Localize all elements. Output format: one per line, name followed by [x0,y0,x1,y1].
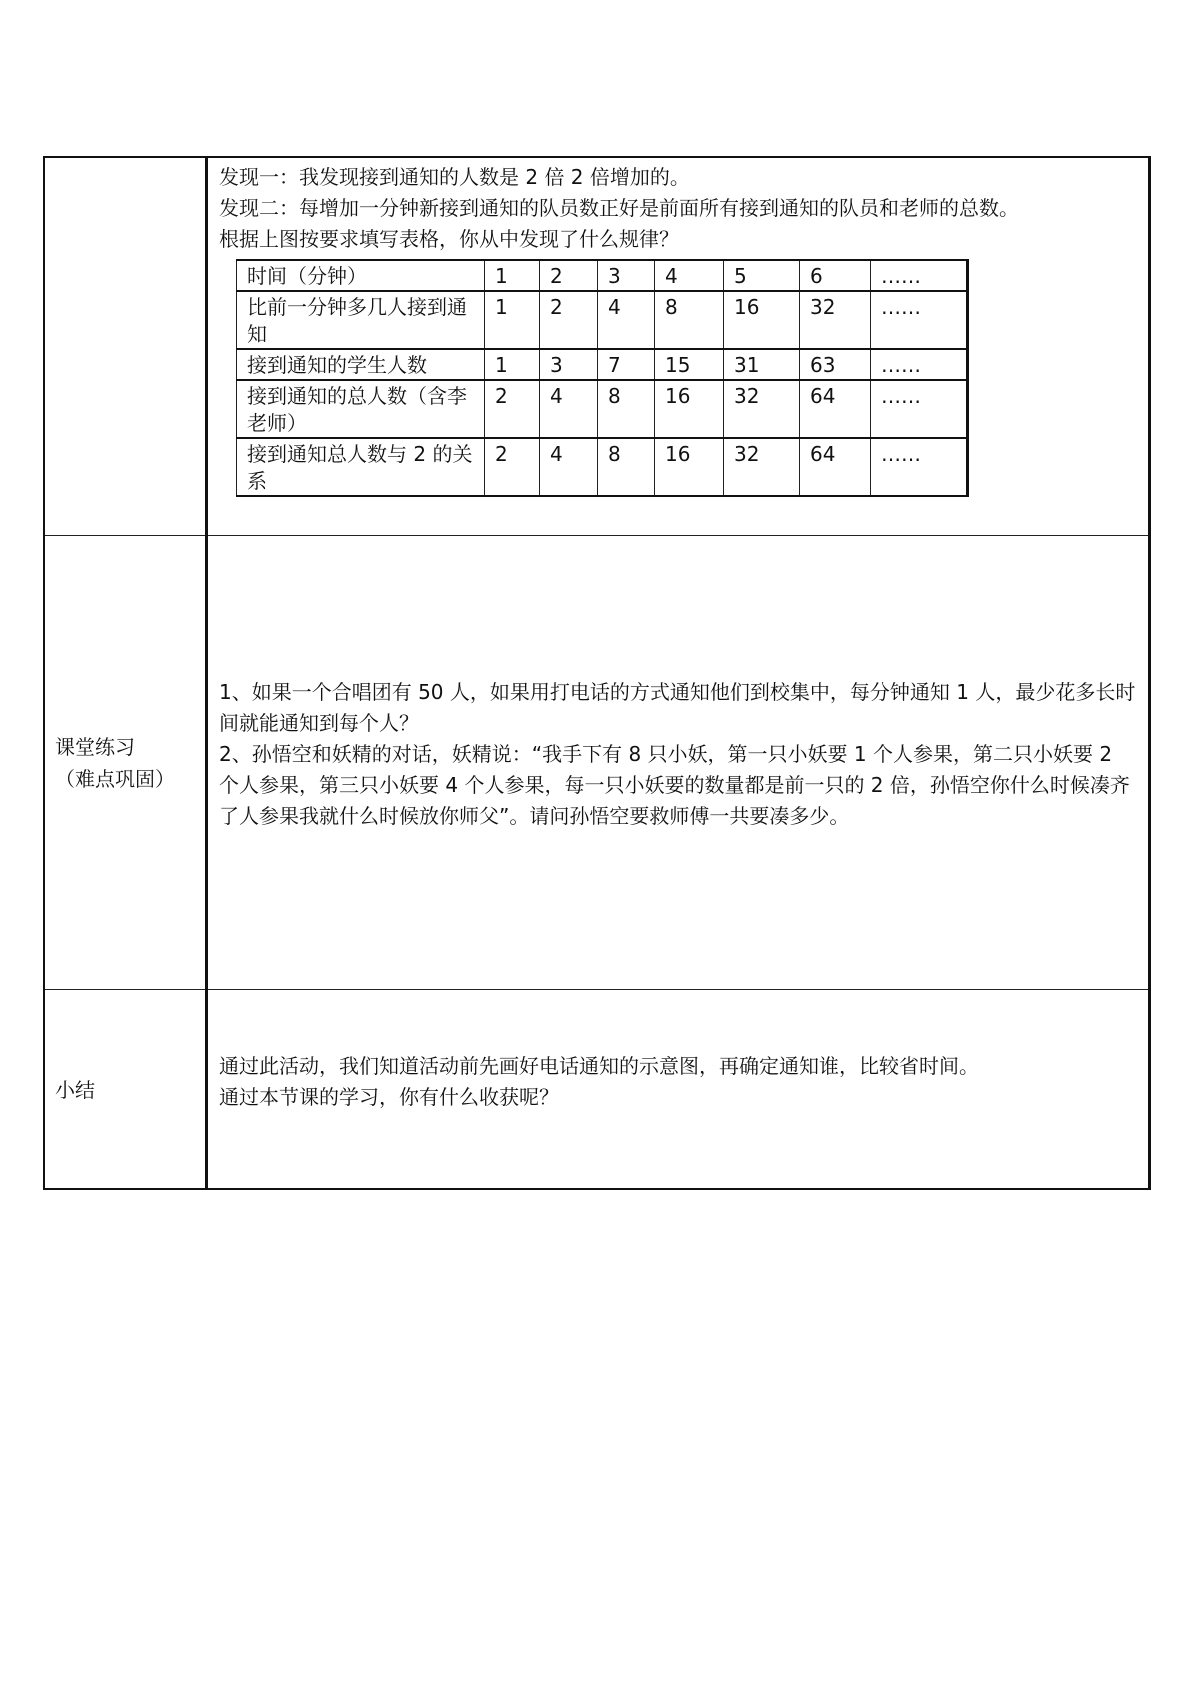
summary-label-cell [44,990,207,1189]
table-cell: 1 [485,260,540,291]
practice-row [44,536,1150,990]
discovery-two: 发现二：每增加一分钟新接到通知的队员数正好是前面所有接到通知的队员和老师的总数。 [219,196,1019,220]
table-cell: 2 [485,380,540,438]
table-cell: 8 [598,438,655,496]
row-header: 接到通知总人数与 2 的关系 [237,438,485,496]
table-cell: 2 [540,260,598,291]
table-cell: 32 [724,438,800,496]
table-cell: …… [871,260,968,291]
table-cell: 31 [724,349,800,380]
table-cell: 32 [800,291,871,349]
table-cell: 2 [540,291,598,349]
table-cell: 7 [598,349,655,380]
table-cell: …… [871,349,968,380]
table-row [237,438,968,496]
table-cell: 3 [598,260,655,291]
practice-sublabel: （难点巩固） [55,766,175,791]
table-cell: 5 [724,260,800,291]
table-cell: 4 [540,438,598,496]
table-cell: 4 [655,260,724,291]
table-cell: 16 [655,380,724,438]
table-cell: 8 [598,380,655,438]
table-cell: …… [871,291,968,349]
table-cell: 32 [724,380,800,438]
practice-label-cell [44,536,207,990]
summary-label: 小结 [55,1078,95,1103]
table-row [237,380,968,438]
discovery-row [44,157,1150,536]
table-cell: 64 [800,380,871,438]
practice-question-1: 1、如果一个合唱团有 50 人，如果用打电话的方式通知他们到校集中，每分钟通知 1 人，最少花多长时间就能通知到每个人？ [219,680,1136,735]
row-header: 比前一分钟多几人接到通知 [237,291,485,349]
table-cell: 3 [540,349,598,380]
summary-line-1: 通过此活动，我们知道活动前先画好电话通知的示意图，再确定通知谁，比较省时间。 [219,1053,979,1078]
table-cell: 2 [485,438,540,496]
notification-table [236,259,969,497]
practice-content-cell [207,536,1150,990]
summary-row [44,990,1150,1189]
lesson-plan-table [43,156,1151,1190]
table-cell: …… [871,438,968,496]
table-cell: 6 [800,260,871,291]
practice-question-2: 2、孙悟空和妖精的对话，妖精说：“我手下有 8 只小妖，第一只小妖要 1 个人参果，第二只小妖要 2 个人参果，第三只小妖要 4 个人参果，每一只小妖要的数量都是前一只的 2 倍，孙悟空你什么时候凑齐了人参果我就什么时候放你师父”。请问孙悟空要救师傅一共要凑多少。 [219,742,1130,828]
table-cell: …… [871,380,968,438]
summary-content-cell [207,990,1150,1189]
table-cell: 8 [655,291,724,349]
table-cell: 63 [800,349,871,380]
table-cell: 4 [598,291,655,349]
table-cell: 16 [724,291,800,349]
row-header: 接到通知的学生人数 [237,349,485,380]
discovery-label-cell [44,157,207,536]
table-row [237,291,968,349]
row-header: 时间（分钟） [237,260,485,291]
table-row [237,260,968,291]
table-cell: 64 [800,438,871,496]
table-cell: 16 [655,438,724,496]
summary-line-2: 通过本节课的学习，你有什么收获呢？ [219,1084,559,1109]
table-instruction: 根据上图按要求填写表格，你从中发现了什么规律？ [219,227,679,251]
row-header: 接到通知的总人数（含李老师） [237,380,485,438]
practice-label: 课堂练习 [55,734,135,759]
discovery-content-cell [207,157,1150,536]
table-cell: 1 [485,291,540,349]
table-cell: 1 [485,349,540,380]
table-cell: 15 [655,349,724,380]
discovery-one: 发现一：我发现接到通知的人数是 2 倍 2 倍增加的。 [219,165,690,189]
table-row [237,349,968,380]
table-cell: 4 [540,380,598,438]
